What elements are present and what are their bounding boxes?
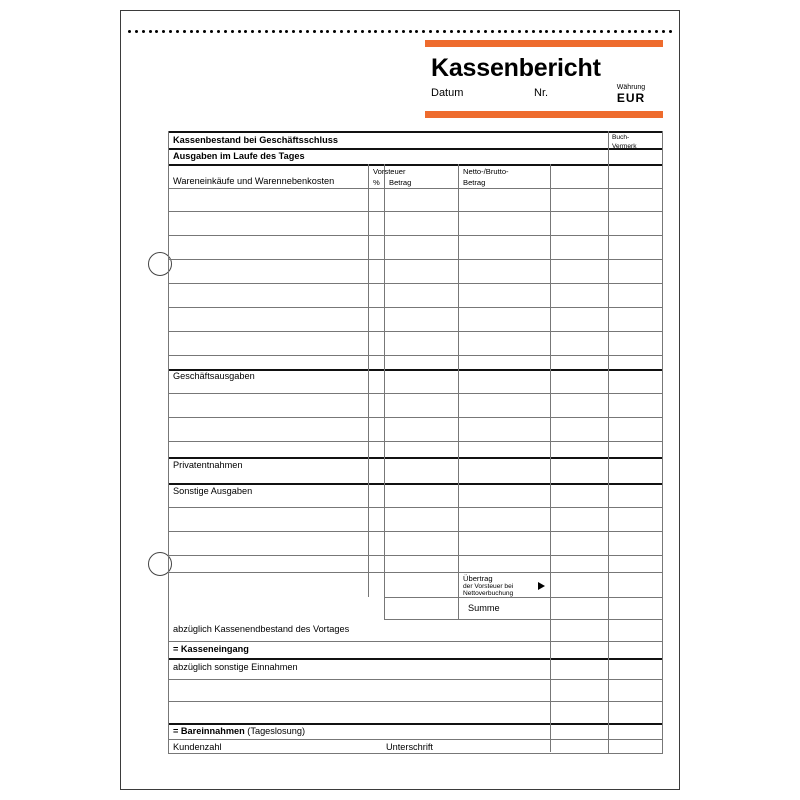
label-geschaeftsausgaben: Geschäftsausgaben (173, 371, 255, 381)
rule-sonstige-einnahmen (168, 679, 663, 680)
row-rule-15 (168, 701, 663, 702)
rule-bottom-form (168, 753, 663, 754)
label-uebertrag-1: Übertrag (463, 574, 493, 583)
label-bareinnahmen (173, 726, 305, 737)
row-rule-11 (168, 507, 663, 508)
row-rule-1 (168, 211, 663, 212)
rule-kasseneingang (168, 658, 663, 660)
row-rule-7 (168, 355, 663, 356)
row-rule-8 (168, 393, 663, 394)
label-kasseneingang: = Kasseneingang (173, 644, 249, 654)
perforation-dots (128, 28, 672, 34)
rule-unterschrift (168, 739, 663, 740)
label-kassenbestand: Kassenbestand bei Geschäftsschluss (173, 135, 338, 145)
colhead-netto-brutto-2: Betrag (463, 178, 486, 187)
label-summe: Summe (468, 603, 500, 613)
currency-label: Währung (616, 84, 646, 91)
datum-label: Datum (431, 87, 464, 99)
rule-sonstige-ausgaben (168, 483, 663, 485)
vrule-vorsteuer-left (368, 164, 369, 597)
label-uebertrag-2: der Vorsteuer bei (463, 583, 514, 590)
row-rule-13 (168, 555, 663, 556)
row-rule-4 (168, 283, 663, 284)
row-rule-3 (168, 259, 663, 260)
row-rule-14 (168, 572, 663, 573)
label-ausgaben: Ausgaben im Laufe des Tages (173, 151, 305, 161)
vrule-right (662, 131, 663, 753)
label-uebertrag-3: Nettoverbuchung (463, 590, 514, 597)
label-unterschrift: Unterschrift (386, 742, 433, 752)
row-rule-9 (168, 417, 663, 418)
vrule-percent (384, 164, 385, 619)
rule-ausgaben (168, 164, 663, 166)
colhead-buch-2: Vermerk (612, 143, 637, 150)
row-rule-12 (168, 531, 663, 532)
page-title: Kassenbericht (431, 54, 601, 82)
vrule-netto-brutto-right (550, 164, 551, 752)
nr-label: Nr. (534, 87, 549, 99)
label-wareneinkaeufe: Wareneinkäufe und Warennebenkosten (173, 176, 335, 186)
rule-top (168, 131, 663, 133)
accent-rule-bottom (425, 111, 663, 118)
rule-bareinnahmen (168, 723, 663, 725)
currency-box (601, 84, 661, 105)
colhead-vorsteuer: Vorsteuer (373, 167, 406, 176)
rule-kassenbestand (168, 148, 663, 150)
label-abzueglich-sonstige: abzüglich sonstige Einnahmen (173, 662, 298, 672)
row-rule-10 (168, 441, 663, 442)
row-rule-5 (168, 307, 663, 308)
label-sonstige-ausgaben: Sonstige Ausgaben (173, 486, 253, 496)
rule-uebertrag-bottom (384, 597, 663, 598)
rule-vortag (168, 641, 663, 642)
rule-colhead (168, 188, 663, 189)
label-kundenzahl: Kundenzahl (173, 742, 222, 752)
rule-summe (384, 619, 663, 620)
row-rule-2 (168, 235, 663, 236)
form-table (168, 131, 663, 753)
colhead-buch-1: Buch- (612, 134, 630, 141)
vrule-betrag (458, 164, 459, 619)
label-privatentnahmen: Privatentnahmen (173, 460, 243, 470)
colhead-vorsteuer-percent: % (373, 178, 380, 187)
row-rule-6 (168, 331, 663, 332)
accent-rule-top (425, 40, 663, 47)
label-bareinnahmen-rest: (Tageslosung) (244, 726, 306, 736)
uebertrag-arrow-icon (538, 582, 545, 590)
rule-privatentnahmen (168, 457, 663, 459)
vrule-left (168, 131, 169, 753)
vrule-buch-left (608, 131, 609, 753)
label-abzueglich-vortag: abzüglich Kassenendbestand des Vortages (173, 624, 350, 634)
colhead-netto-brutto-1: Netto-/Brutto- (463, 167, 509, 176)
currency-value: EUR (616, 91, 646, 105)
colhead-vorsteuer-betrag: Betrag (389, 178, 412, 187)
label-bareinnahmen-bold: = Bareinnahmen (173, 726, 245, 736)
form-header (425, 40, 663, 118)
